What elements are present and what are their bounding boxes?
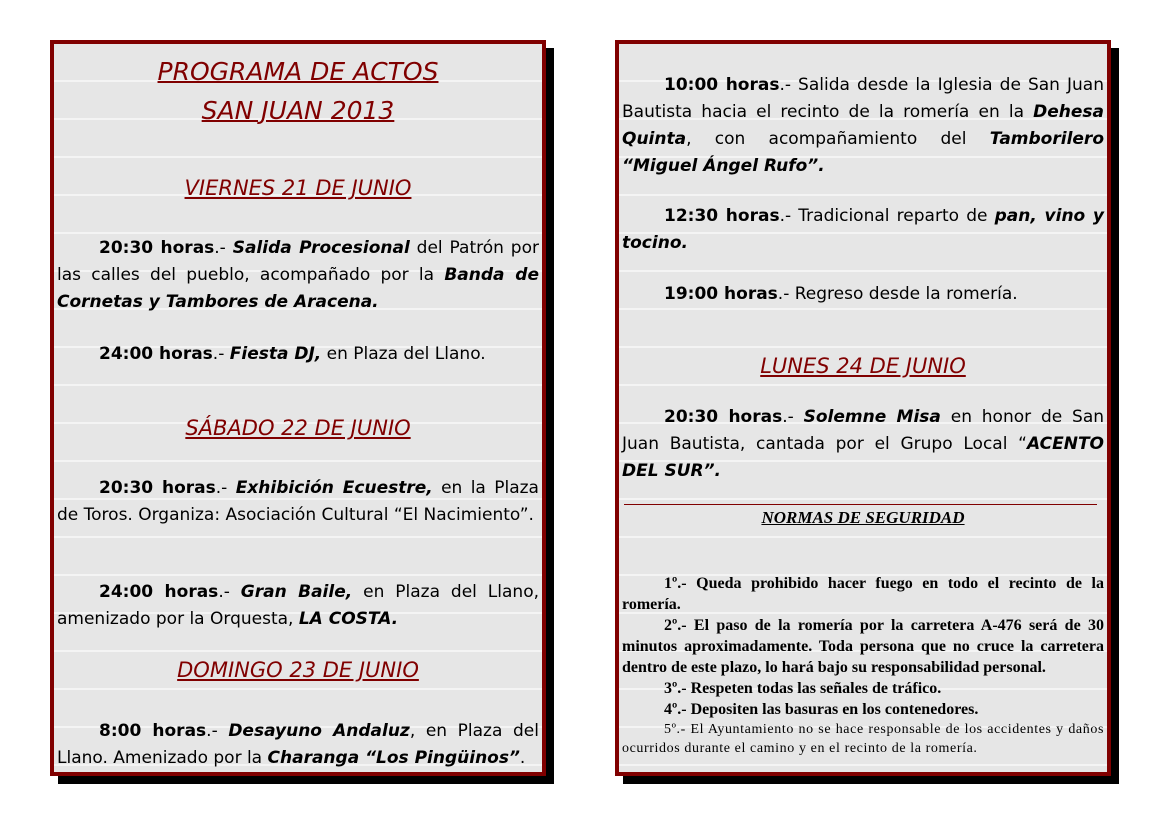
event-text: .- (206, 721, 229, 741)
event-sunday-return (622, 281, 1104, 308)
event-time: 20:30 horas (99, 478, 216, 498)
left-page (50, 40, 546, 776)
event-text: . (519, 748, 526, 768)
event-text: .- Regreso desde la romería. (777, 284, 1018, 304)
event-sunday-breakfast (57, 718, 539, 772)
event-highlight: pan, vino y tocino. (622, 206, 1105, 253)
event-time: 12:30 horas (664, 206, 780, 226)
event-time: 20:30 horas (664, 407, 783, 427)
event-time: 24:00 horas (99, 582, 219, 602)
divider-top (624, 504, 1097, 505)
event-highlight: Exhibición Ecuestre, (235, 478, 433, 498)
event-time: 20:30 horas (99, 238, 215, 258)
event-text: .- (212, 344, 230, 364)
event-text: en Plaza del Llano, amenizado por la Orquesta, (57, 582, 540, 629)
safety-rules-list (622, 573, 1104, 758)
event-time: 19:00 horas (664, 284, 778, 304)
event-text: .- (782, 407, 804, 427)
event-text: , en Plaza del Llano. Amenizado por la (57, 721, 539, 768)
event-highlight: LA COSTA. (298, 609, 399, 629)
event-friday-procession (57, 235, 539, 316)
event-text: en Plaza del Llano. (321, 344, 486, 364)
safety-rule-item: 2º.- El paso de la romería por la carretera A-476 será de 30 minutos aproximadamente. Toda persona que no cruce la carretera dentro de este plazo, lo hará bajo su responsabilidad personal. (622, 617, 1104, 676)
event-sunday-departure (622, 72, 1104, 180)
event-text: del Patrón por las calles del pueblo, acompañado por la (57, 238, 539, 285)
right-page (615, 40, 1111, 776)
day-heading-saturday: SÁBADO 22 DE JUNIO (185, 416, 411, 440)
day-heading-friday: VIERNES 21 DE JUNIO (184, 176, 412, 200)
event-highlight: ACENTO DEL SUR”. (622, 434, 1104, 481)
safety-rule-item: 4º.- Depositen las basuras en los contenedores. (664, 701, 979, 718)
event-text: , con acompañamiento del (686, 129, 990, 149)
divider-bottom (624, 772, 1097, 773)
day-heading-monday: LUNES 24 DE JUNIO (760, 354, 966, 378)
event-highlight: Tamborilero “Miguel Ángel Rufo”. (622, 129, 1104, 176)
program-title-line1: PROGRAMA DE ACTOS (157, 57, 439, 86)
event-text: .- (214, 238, 233, 258)
program-title-line2: SAN JUAN 2013 (201, 96, 395, 125)
event-highlight: Fiesta DJ, (229, 344, 322, 364)
event-text: en la Plaza de Toros. Organiza: Asociación Cultural “El Nacimiento”. (57, 478, 539, 525)
event-text: .- Tradicional reparto de (779, 206, 995, 226)
event-highlight: Salida Procesional (232, 238, 410, 258)
event-monday-mass (622, 404, 1104, 485)
event-time: 10:00 horas (664, 75, 780, 95)
event-text: .- (215, 478, 236, 498)
event-text: .- Salida desde la Iglesia de San Juan Bautista hacia el recinto de la romería en la (622, 75, 1104, 122)
event-highlight: Charanga “Los Pingüinos” (267, 748, 520, 768)
event-text: en honor de San Juan Bautista, cantada por el Grupo Local “ (622, 407, 1105, 454)
event-highlight: Banda de Cornetas y Tambores de Aracena. (57, 265, 539, 312)
event-friday-dj (57, 341, 539, 368)
event-text: .- (218, 582, 241, 602)
safety-rule-item: 5º.- El Ayuntamiento no se hace responsable de los accidentes y daños ocurridos durante el camino y en el recinto de la romería. (622, 722, 1104, 756)
event-saturday-equestrian (57, 475, 539, 529)
event-highlight: Dehesa Quinta (622, 102, 1104, 149)
safety-rules-heading: NORMAS DE SEGURIDAD (761, 508, 965, 527)
event-highlight: Desayuno Andaluz (228, 721, 410, 741)
safety-rule-item: 3º.- Respeten todas las señales de tráfico. (664, 680, 942, 697)
event-sunday-food (622, 203, 1104, 257)
event-time: 8:00 horas (99, 721, 207, 741)
event-saturday-dance (57, 579, 539, 633)
event-highlight: Solemne Misa (803, 407, 941, 427)
safety-rule-item: 1º.- Queda prohibido hacer fuego en todo el recinto de la romería. (622, 575, 1104, 613)
day-heading-sunday: DOMINGO 23 DE JUNIO (177, 658, 419, 682)
event-time: 24:00 horas (99, 344, 213, 364)
event-highlight: Gran Baile, (240, 582, 353, 602)
